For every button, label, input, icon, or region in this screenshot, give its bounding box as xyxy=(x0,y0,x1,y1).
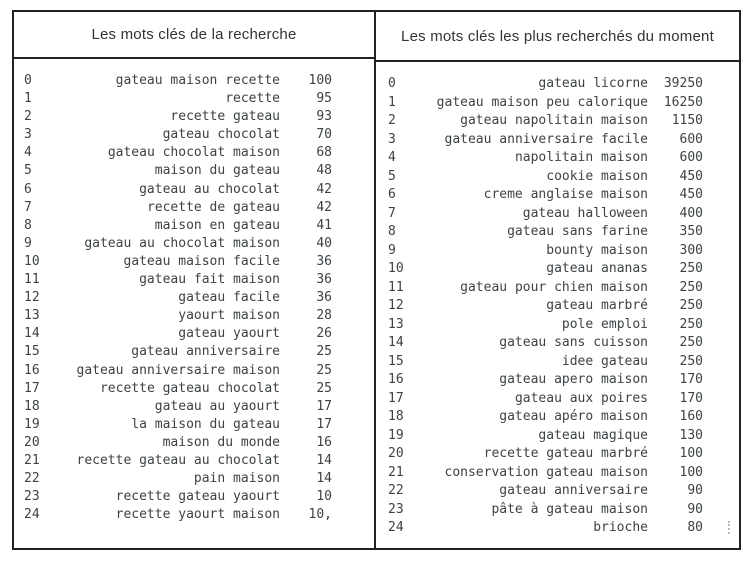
table-row xyxy=(376,260,739,279)
row-index: 13 xyxy=(24,308,40,324)
row-index: 0 xyxy=(24,73,32,88)
table-row xyxy=(14,452,374,470)
row-keyword: gateau au yaourt xyxy=(154,398,280,414)
row-value: 40 xyxy=(316,235,332,251)
row-value: 41 xyxy=(316,217,332,233)
table-row xyxy=(14,181,374,199)
row-index: 23 xyxy=(24,489,40,505)
row-keyword: recette gateau au chocolat xyxy=(76,452,280,468)
table-row xyxy=(376,519,739,538)
row-value: 42 xyxy=(316,181,332,197)
row-keyword: pain maison xyxy=(193,471,280,487)
row-index: 14 xyxy=(388,335,404,350)
row-keyword: gateau fait maison xyxy=(139,272,280,288)
row-keyword: gateau anniversaire xyxy=(499,483,648,498)
left-table-body xyxy=(14,59,374,524)
row-value: 450 xyxy=(679,187,703,202)
row-keyword: recette gateau xyxy=(170,109,280,125)
row-keyword: la maison du gateau xyxy=(131,416,280,432)
row-keyword: recette gateau marbré xyxy=(483,446,648,461)
row-value: 250 xyxy=(679,353,703,369)
row-index: 22 xyxy=(24,471,40,487)
row-keyword: gateau pour chien maison xyxy=(460,279,648,295)
table-row xyxy=(14,434,374,452)
row-index: 20 xyxy=(388,446,404,461)
search-keywords-table xyxy=(14,12,376,548)
row-index: 13 xyxy=(388,316,404,332)
row-index: 21 xyxy=(388,464,404,480)
row-index: 14 xyxy=(24,326,40,342)
row-index: 19 xyxy=(388,427,404,443)
row-value: 100 xyxy=(679,446,703,461)
right-table-title: Les mots clés les plus recherchés du moment xyxy=(376,12,739,62)
table-row xyxy=(14,144,374,162)
table-row xyxy=(376,334,739,353)
row-value: 10, xyxy=(308,507,332,523)
table-row xyxy=(14,162,374,180)
table-row xyxy=(376,445,739,464)
row-value: 450 xyxy=(679,168,703,184)
row-keyword: maison en gateau xyxy=(154,217,280,233)
row-keyword: gateau sans cuisson xyxy=(499,335,648,350)
row-index: 10 xyxy=(24,253,40,269)
row-value: 70 xyxy=(316,127,332,143)
table-row xyxy=(14,108,374,126)
row-index: 3 xyxy=(388,131,396,147)
row-index: 12 xyxy=(24,290,40,306)
row-keyword: gateau maison recette xyxy=(115,73,280,88)
row-index: 8 xyxy=(388,224,396,239)
table-row xyxy=(14,235,374,253)
table-row xyxy=(14,307,374,325)
table-row xyxy=(376,464,739,483)
table-row xyxy=(14,72,374,90)
row-keyword: gateau yaourt xyxy=(178,326,280,342)
row-value: 250 xyxy=(679,261,703,276)
row-keyword: gateau marbré xyxy=(546,298,648,313)
table-row xyxy=(14,126,374,144)
row-keyword: pâte à gateau maison xyxy=(491,501,648,517)
row-value: 170 xyxy=(679,372,703,387)
row-keyword: cookie maison xyxy=(546,168,648,184)
row-index: 1 xyxy=(24,91,32,107)
table-row xyxy=(376,427,739,446)
row-value: 400 xyxy=(679,205,703,221)
row-keyword: creme anglaise maison xyxy=(483,187,648,202)
row-index: 16 xyxy=(24,362,40,378)
table-row xyxy=(376,131,739,150)
row-index: 6 xyxy=(388,187,396,202)
row-keyword: napolitain maison xyxy=(514,150,648,165)
row-value: 25 xyxy=(316,362,332,378)
row-index: 11 xyxy=(388,279,404,295)
row-keyword: recette yaourt maison xyxy=(115,507,280,523)
row-value: 16250 xyxy=(663,94,703,110)
table-row xyxy=(14,325,374,343)
table-row xyxy=(376,297,739,316)
table-row xyxy=(14,253,374,271)
right-table-body xyxy=(376,62,739,538)
table-row xyxy=(376,168,739,187)
row-keyword: gateau chocolat xyxy=(162,127,280,143)
left-table-title: Les mots clés de la recherche xyxy=(14,12,374,59)
table-row xyxy=(14,271,374,289)
table-row xyxy=(14,380,374,398)
table-row xyxy=(376,242,739,261)
row-index: 23 xyxy=(388,501,404,517)
row-index: 4 xyxy=(388,150,396,165)
row-index: 12 xyxy=(388,298,404,313)
table-row xyxy=(376,371,739,390)
row-keyword: gateau anniversaire maison xyxy=(76,362,280,378)
table-row xyxy=(376,408,739,427)
table-row xyxy=(376,501,739,520)
row-value: 14 xyxy=(316,452,332,468)
table-row xyxy=(376,112,739,131)
table-row xyxy=(14,470,374,488)
row-value: 95 xyxy=(316,91,332,107)
row-keyword: gateau licorne xyxy=(538,76,648,91)
table-row xyxy=(14,289,374,307)
row-keyword: gateau aux poires xyxy=(514,390,648,406)
row-index: 3 xyxy=(24,127,32,143)
row-index: 2 xyxy=(388,113,396,128)
table-row xyxy=(376,390,739,409)
row-keyword: recette gateau chocolat xyxy=(99,380,280,396)
table-row xyxy=(376,223,739,242)
table-row xyxy=(14,362,374,380)
row-keyword: gateau au chocolat xyxy=(139,181,280,197)
table-row xyxy=(376,279,739,298)
table-row xyxy=(14,217,374,235)
row-value: 80 xyxy=(687,520,703,535)
row-index: 4 xyxy=(24,145,32,161)
row-value: 350 xyxy=(679,224,703,239)
row-index: 17 xyxy=(388,390,404,406)
text-cursor-artifact xyxy=(728,521,731,534)
row-keyword: gateau sans farine xyxy=(507,224,648,239)
row-value: 14 xyxy=(316,471,332,487)
row-keyword: recette xyxy=(225,91,280,107)
table-row xyxy=(14,398,374,416)
row-keyword: gateau facile xyxy=(178,290,280,306)
row-index: 7 xyxy=(388,205,396,221)
row-index: 5 xyxy=(388,168,396,184)
row-value: 42 xyxy=(316,199,332,215)
row-keyword: gateau apero maison xyxy=(499,372,648,387)
row-index: 10 xyxy=(388,261,404,276)
row-value: 90 xyxy=(687,483,703,498)
table-row xyxy=(14,199,374,217)
row-value: 17 xyxy=(316,398,332,414)
row-keyword: gateau chocolat maison xyxy=(107,145,280,161)
row-value: 36 xyxy=(316,253,332,269)
row-value: 100 xyxy=(308,73,332,88)
row-value: 39250 xyxy=(663,76,703,91)
row-index: 21 xyxy=(24,452,40,468)
table-row xyxy=(376,316,739,335)
table-row xyxy=(14,416,374,434)
table-row xyxy=(376,149,739,168)
row-index: 20 xyxy=(24,434,40,450)
row-value: 93 xyxy=(316,109,332,125)
table-row xyxy=(14,343,374,361)
row-keyword: brioche xyxy=(593,520,648,535)
row-keyword: gateau magique xyxy=(538,427,648,443)
row-keyword: gateau maison facile xyxy=(123,253,280,269)
row-index: 0 xyxy=(388,76,396,91)
row-index: 2 xyxy=(24,109,32,125)
row-index: 7 xyxy=(24,199,32,215)
row-keyword: gateau ananas xyxy=(546,261,648,276)
row-keyword: bounty maison xyxy=(546,242,648,258)
row-index: 17 xyxy=(24,380,40,396)
row-value: 1150 xyxy=(671,113,703,128)
row-value: 36 xyxy=(316,290,332,306)
row-index: 24 xyxy=(24,507,40,523)
row-keyword: pole emploi xyxy=(561,316,648,332)
row-index: 8 xyxy=(24,217,32,233)
table-row xyxy=(14,488,374,506)
row-value: 10 xyxy=(316,489,332,505)
row-value: 28 xyxy=(316,308,332,324)
row-keyword: maison du gateau xyxy=(154,163,280,179)
keywords-tables-figure xyxy=(12,10,741,550)
row-value: 16 xyxy=(316,434,332,450)
row-index: 5 xyxy=(24,163,32,179)
row-keyword: gateau maison peu calorique xyxy=(436,94,648,110)
row-index: 9 xyxy=(24,235,32,251)
row-index: 9 xyxy=(388,242,396,258)
row-value: 130 xyxy=(679,427,703,443)
row-keyword: conservation gateau maison xyxy=(444,464,648,480)
table-row xyxy=(14,90,374,108)
row-index: 6 xyxy=(24,181,32,197)
row-value: 25 xyxy=(316,344,332,360)
row-value: 25 xyxy=(316,380,332,396)
row-index: 19 xyxy=(24,416,40,432)
row-keyword: yaourt maison xyxy=(178,308,280,324)
row-keyword: gateau halloween xyxy=(522,205,648,221)
row-value: 250 xyxy=(679,279,703,295)
row-index: 11 xyxy=(24,272,40,288)
row-index: 24 xyxy=(388,520,404,535)
row-value: 600 xyxy=(679,150,703,165)
row-value: 90 xyxy=(687,501,703,517)
row-value: 68 xyxy=(316,145,332,161)
trending-keywords-table xyxy=(376,12,739,548)
table-row xyxy=(376,482,739,501)
row-value: 250 xyxy=(679,335,703,350)
row-value: 36 xyxy=(316,272,332,288)
table-row xyxy=(376,353,739,372)
row-index: 22 xyxy=(388,483,404,498)
row-value: 17 xyxy=(316,416,332,432)
row-keyword: maison du monde xyxy=(162,434,280,450)
row-value: 160 xyxy=(679,409,703,424)
table-row xyxy=(376,186,739,205)
row-index: 18 xyxy=(388,409,404,424)
row-value: 300 xyxy=(679,242,703,258)
row-keyword: recette de gateau xyxy=(146,199,280,215)
row-keyword: gateau apéro maison xyxy=(499,409,648,424)
row-index: 15 xyxy=(388,353,404,369)
row-keyword: gateau au chocolat maison xyxy=(84,235,280,251)
row-value: 600 xyxy=(679,131,703,147)
table-row xyxy=(376,75,739,94)
row-value: 170 xyxy=(679,390,703,406)
row-keyword: gateau napolitain maison xyxy=(460,113,648,128)
table-row xyxy=(376,94,739,113)
row-keyword: gateau anniversaire facile xyxy=(444,131,648,147)
row-value: 48 xyxy=(316,163,332,179)
row-keyword: idee gateau xyxy=(561,353,648,369)
row-index: 16 xyxy=(388,372,404,387)
row-keyword: gateau anniversaire xyxy=(131,344,280,360)
table-row xyxy=(376,205,739,224)
row-index: 18 xyxy=(24,398,40,414)
row-index: 1 xyxy=(388,94,396,110)
table-row xyxy=(14,506,374,524)
row-value: 100 xyxy=(679,464,703,480)
row-keyword: recette gateau yaourt xyxy=(115,489,280,505)
row-value: 26 xyxy=(316,326,332,342)
row-value: 250 xyxy=(679,316,703,332)
row-value: 250 xyxy=(679,298,703,313)
row-index: 15 xyxy=(24,344,40,360)
